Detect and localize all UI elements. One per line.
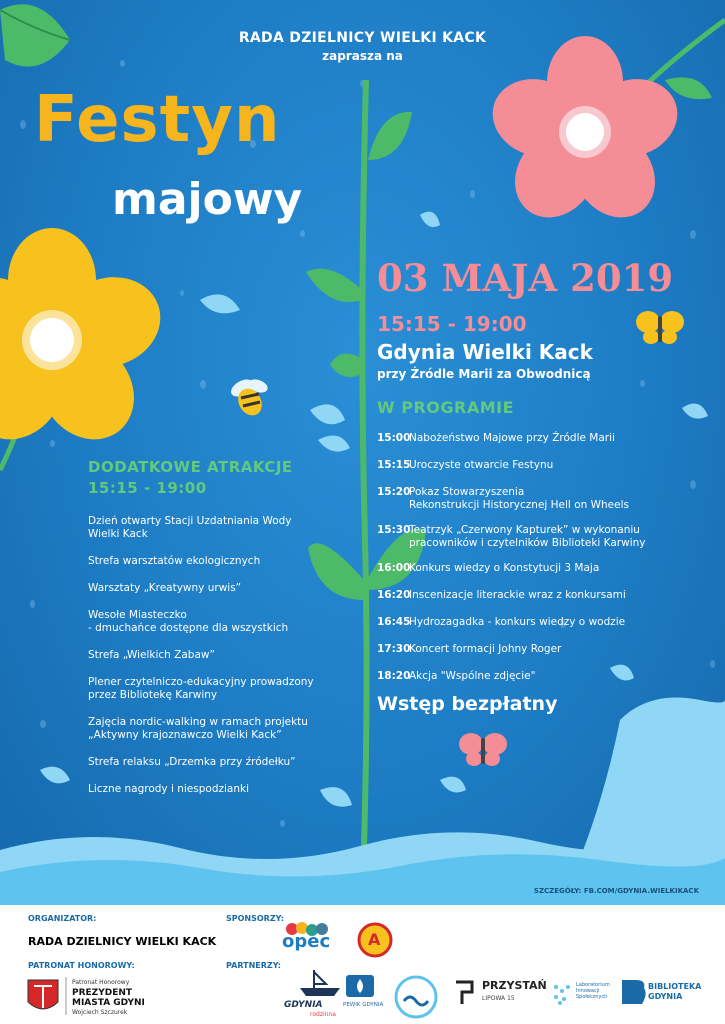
program-item-text: Teatrzyk „Czerwony Kapturek” w wykonaniu pracowników i czytelników Biblioteki Karwiny bbox=[409, 524, 646, 549]
water-drop-icon bbox=[440, 777, 466, 793]
program-heading: W PROGRAMIE bbox=[377, 398, 515, 417]
przystan-logo-icon bbox=[456, 982, 472, 1004]
program-item-time: 15:20 bbox=[377, 486, 411, 498]
extras-heading-block bbox=[88, 457, 293, 499]
butterfly-icon bbox=[459, 733, 507, 766]
program-item bbox=[377, 486, 707, 512]
sponsor-alexander: A bbox=[368, 930, 381, 949]
water-drop-icon bbox=[40, 767, 70, 784]
event-time: 15:15 - 19:00 bbox=[377, 312, 527, 336]
partner-gdynia-sub: rodzinna bbox=[310, 1011, 336, 1018]
patron-small: Patronat Honorowy bbox=[72, 979, 130, 986]
title-festyn: Festyn bbox=[34, 83, 281, 157]
program-item bbox=[377, 616, 707, 629]
extras-item: Strefa warsztatów ekologicznych bbox=[88, 555, 261, 567]
water-drop-icon bbox=[420, 212, 440, 227]
program-item-time: 17:30 bbox=[377, 643, 411, 655]
invitation-text: zaprasza na bbox=[322, 49, 403, 63]
organizer-heading: RADA DZIELNICY WIELKI KACK bbox=[238, 30, 487, 46]
program-item-text: Koncert formacji Johny Roger bbox=[409, 643, 562, 655]
sponsors-label: SPONSORZY: bbox=[226, 914, 284, 923]
program-item-text: Akcja "Wspólne zdjęcie" bbox=[409, 670, 536, 682]
wave-logo-icon bbox=[396, 977, 436, 1017]
stem-line bbox=[362, 80, 367, 905]
details-link[interactable]: SZCZEGÓŁY: FB.COM/GDYNIA.WIELKIKACK bbox=[533, 887, 699, 895]
extras-item: Zajęcia nordic-walking w ramach projektu „Aktywny krajoznawczo Wielki Kack” bbox=[88, 716, 308, 741]
laboratorium-logo-icon bbox=[554, 985, 570, 1005]
leaf-icon bbox=[306, 269, 362, 303]
footer-organizer-name: RADA DZIELNICY WIELKI KACK bbox=[28, 935, 217, 948]
program-item-text: Inscenizacje literackie wraz z konkursami bbox=[409, 589, 626, 601]
partner-biblioteka: BIBLIOTEKA GDYNIA bbox=[648, 982, 702, 1001]
extras-list bbox=[88, 515, 343, 796]
patron-name: Wojciech Szczurek bbox=[72, 1009, 128, 1016]
extras-item: Dzień otwarty Stacji Uzdatniania Wody Wielki Kack bbox=[88, 515, 292, 540]
program-item bbox=[377, 524, 707, 550]
program-item-time: 16:00 bbox=[377, 562, 411, 574]
pewik-logo-icon bbox=[346, 975, 374, 997]
patron-label: PATRONAT HONOROWY: bbox=[28, 961, 135, 970]
program-item-time: 18:20 bbox=[377, 670, 411, 682]
extras-item: Wesołe Miasteczko - dmuchańce dostępne dla wszystkich bbox=[88, 609, 289, 634]
extras-item: Strefa „Wielkich Zabaw” bbox=[88, 649, 215, 661]
extras-item: Plener czytelniczo-edukacyjny prowadzony przez Bibliotekę Karwiny bbox=[88, 676, 314, 701]
organizer-label: ORGANIZATOR: bbox=[28, 914, 97, 923]
program-item bbox=[377, 459, 707, 472]
gdynia-coat-of-arms-icon bbox=[28, 980, 58, 1009]
event-place-detail: przy Źródle Marii za Obwodnicą bbox=[377, 367, 591, 381]
extras-item: Liczne nagrody i niespodzianki bbox=[88, 783, 250, 795]
extras-item: Strefa relaksu „Drzemka przy źródełku” bbox=[88, 756, 296, 768]
program-item-text: Uroczyste otwarcie Festynu bbox=[409, 459, 554, 471]
biblioteka-logo-icon bbox=[622, 980, 646, 1004]
water-drop-icon bbox=[200, 294, 240, 313]
partner-przystan: PRZYSTAŃ bbox=[482, 979, 547, 992]
program-list bbox=[377, 432, 707, 683]
program-item-time: 15:15 bbox=[377, 459, 411, 471]
extras-time: 15:15 - 19:00 bbox=[88, 479, 207, 497]
water-drop-icon bbox=[682, 404, 708, 419]
yellow-flower-icon bbox=[0, 228, 172, 458]
water-drop-icon bbox=[310, 404, 345, 424]
partner-przystan-sub: LIPOWA 15 bbox=[482, 995, 515, 1002]
patron-title: PREZYDENT MIASTA GDYNI bbox=[72, 988, 145, 1008]
pink-flower-icon bbox=[483, 36, 688, 234]
program-item-text: Pokaz Stowarzyszenia Rekonstrukcji Historycznej Hell on Wheels bbox=[409, 486, 629, 511]
program-item bbox=[377, 589, 707, 602]
program-item-time: 16:20 bbox=[377, 589, 411, 601]
partner-pewik: PEWIK GDYNIA bbox=[343, 1002, 384, 1008]
program-item bbox=[377, 670, 707, 683]
program-item bbox=[377, 643, 707, 656]
program-item bbox=[377, 432, 707, 445]
program-item-time: 15:00 bbox=[377, 432, 411, 444]
event-date: 03 MAJA 2019 bbox=[377, 256, 674, 300]
event-place: Gdynia Wielki Kack bbox=[377, 340, 593, 364]
program-item-text: Hydrozagadka - konkurs wiedzy o wodzie bbox=[409, 616, 626, 628]
partner-lab: Laboratorium Innowacji Społecznych bbox=[576, 982, 610, 1000]
bee-icon bbox=[228, 376, 269, 420]
sponsor-opec: opec bbox=[282, 931, 331, 952]
program-item-time: 16:45 bbox=[377, 616, 411, 628]
water-drop-icon bbox=[318, 436, 350, 452]
program-item bbox=[377, 562, 707, 575]
program-item-time: 15:30 bbox=[377, 524, 411, 536]
partners-label: PARTNERZY: bbox=[226, 961, 281, 970]
footer bbox=[0, 905, 725, 1024]
butterfly-icon bbox=[636, 311, 684, 344]
leaf-icon bbox=[665, 77, 712, 99]
extras-heading: DODATKOWE ATRAKCJE bbox=[88, 458, 293, 476]
program-item-text: Nabożeństwo Majowe przy Źródle Marii bbox=[409, 432, 615, 444]
program-item-text: Konkurs wiedzy o Konstytucji 3 Maja bbox=[409, 562, 600, 574]
title-majowy: majowy bbox=[112, 174, 303, 225]
partner-gdynia: GDYNIA bbox=[284, 1000, 323, 1010]
ship-icon bbox=[300, 970, 340, 996]
free-entry-text: Wstęp bezpłatny bbox=[377, 693, 558, 715]
extras-item: Warsztaty „Kreatywny urwis” bbox=[88, 582, 242, 594]
leaf-icon bbox=[368, 112, 412, 160]
